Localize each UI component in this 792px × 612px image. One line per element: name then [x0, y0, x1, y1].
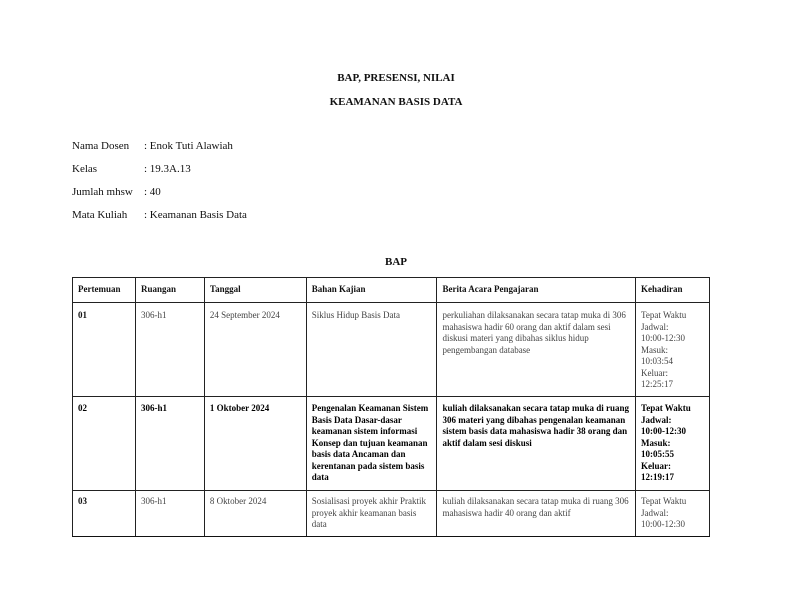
table-row	[73, 303, 710, 397]
kehadiran-line: 10:05:55	[641, 449, 675, 459]
kelas-label: Kelas	[72, 163, 98, 175]
bap-section-title: BAP	[385, 256, 407, 268]
matkul-value: : Keamanan Basis Data	[144, 209, 247, 221]
tanggal-cell: 1 Oktober 2024	[204, 397, 306, 491]
info-row-jumlah	[72, 186, 161, 198]
kehadiran-line: Keluar:	[641, 460, 672, 471]
dosen-label: Nama Dosen	[72, 140, 130, 152]
berita-cell: kuliah dilaksanakan secara tatap muka di ruang 306 mahasiswa hadir 40 orang dan aktif	[437, 491, 636, 537]
info-row-matkul	[72, 209, 247, 221]
info-row-dosen	[72, 140, 233, 152]
column-header: Pertemuan	[73, 278, 136, 303]
kehadiran-line: 10:03:54	[641, 356, 674, 366]
pertemuan-cell: 01	[73, 303, 136, 397]
kehadiran-cell	[636, 491, 710, 537]
kehadiran-status: Tepat Waktu	[641, 310, 687, 320]
kehadiran-line: 12:25:17	[641, 379, 674, 389]
kehadiran-line: 10:00-12:30	[641, 426, 687, 436]
dosen-value: : Enok Tuti Alawiah	[144, 140, 233, 152]
document-subtitle: KEAMANAN BASIS DATA	[329, 96, 463, 108]
column-header: Ruangan	[135, 278, 204, 303]
jumlah-label: Jumlah mhsw	[72, 186, 133, 198]
ruangan-cell: 306-h1	[135, 491, 204, 537]
table-row	[73, 397, 710, 491]
kehadiran-line: Jadwal:	[641, 414, 672, 425]
bahan-cell: Siklus Hidup Basis Data	[306, 303, 437, 397]
column-header: Tanggal	[204, 278, 306, 303]
column-header: Berita Acara Pengajaran	[437, 278, 636, 303]
kehadiran-status: Tepat Waktu	[641, 403, 691, 413]
matkul-label: Mata Kuliah	[72, 209, 128, 221]
info-row-kelas	[72, 163, 191, 175]
kehadiran-line: 10:00-12:30	[641, 333, 686, 343]
document-title: BAP, PRESENSI, NILAI	[337, 72, 455, 84]
kehadiran-line: Jadwal:	[641, 507, 669, 518]
kelas-value: : 19.3A.13	[144, 163, 191, 175]
bahan-cell: Pengenalan Keamanan Sistem Basis Data Dasar-dasar keamanan sistem informasi Konsep dan tujuan keamanan basis data Ancaman dan kerentanan pada sistem basis data	[306, 397, 437, 491]
bap-table	[72, 277, 710, 537]
kehadiran-cell	[636, 303, 710, 397]
pertemuan-cell: 03	[73, 491, 136, 537]
kehadiran-line: 12:19:17	[641, 472, 675, 482]
kehadiran-cell	[636, 397, 710, 491]
berita-cell: perkuliahan dilaksanakan secara tatap muka di 306 mahasiswa hadir 60 orang dan aktif dalam sesi diskusi materi yang dibahas siklus hidup pengembangan database	[437, 303, 636, 397]
kehadiran-line: 10:00-12:30	[641, 519, 686, 529]
jumlah-value: : 40	[144, 186, 161, 198]
pertemuan-cell: 02	[73, 397, 136, 491]
table-header-row	[73, 278, 710, 303]
kehadiran-line: Masuk:	[641, 437, 671, 448]
kehadiran-line: Jadwal:	[641, 321, 669, 332]
kehadiran-status: Tepat Waktu	[641, 496, 687, 506]
kehadiran-line: Masuk:	[641, 344, 669, 355]
bahan-cell: Sosialisasi proyek akhir Praktik proyek akhir keamanan basis data	[306, 491, 437, 537]
ruangan-cell: 306-h1	[135, 397, 204, 491]
kehadiran-line: Keluar:	[641, 367, 669, 378]
tanggal-cell: 24 September 2024	[204, 303, 306, 397]
column-header: Bahan Kajian	[306, 278, 437, 303]
column-header: Kehadiran	[636, 278, 710, 303]
table-row	[73, 491, 710, 537]
berita-cell: kuliah dilaksanakan secara tatap muka di ruang 306 materi yang dibahas pengenalan keamanan sistem basis data mahasiswa hadir 38 orang dan aktif dalam sesi diskusi	[437, 397, 636, 491]
ruangan-cell: 306-h1	[135, 303, 204, 397]
tanggal-cell: 8 Oktober 2024	[204, 491, 306, 537]
